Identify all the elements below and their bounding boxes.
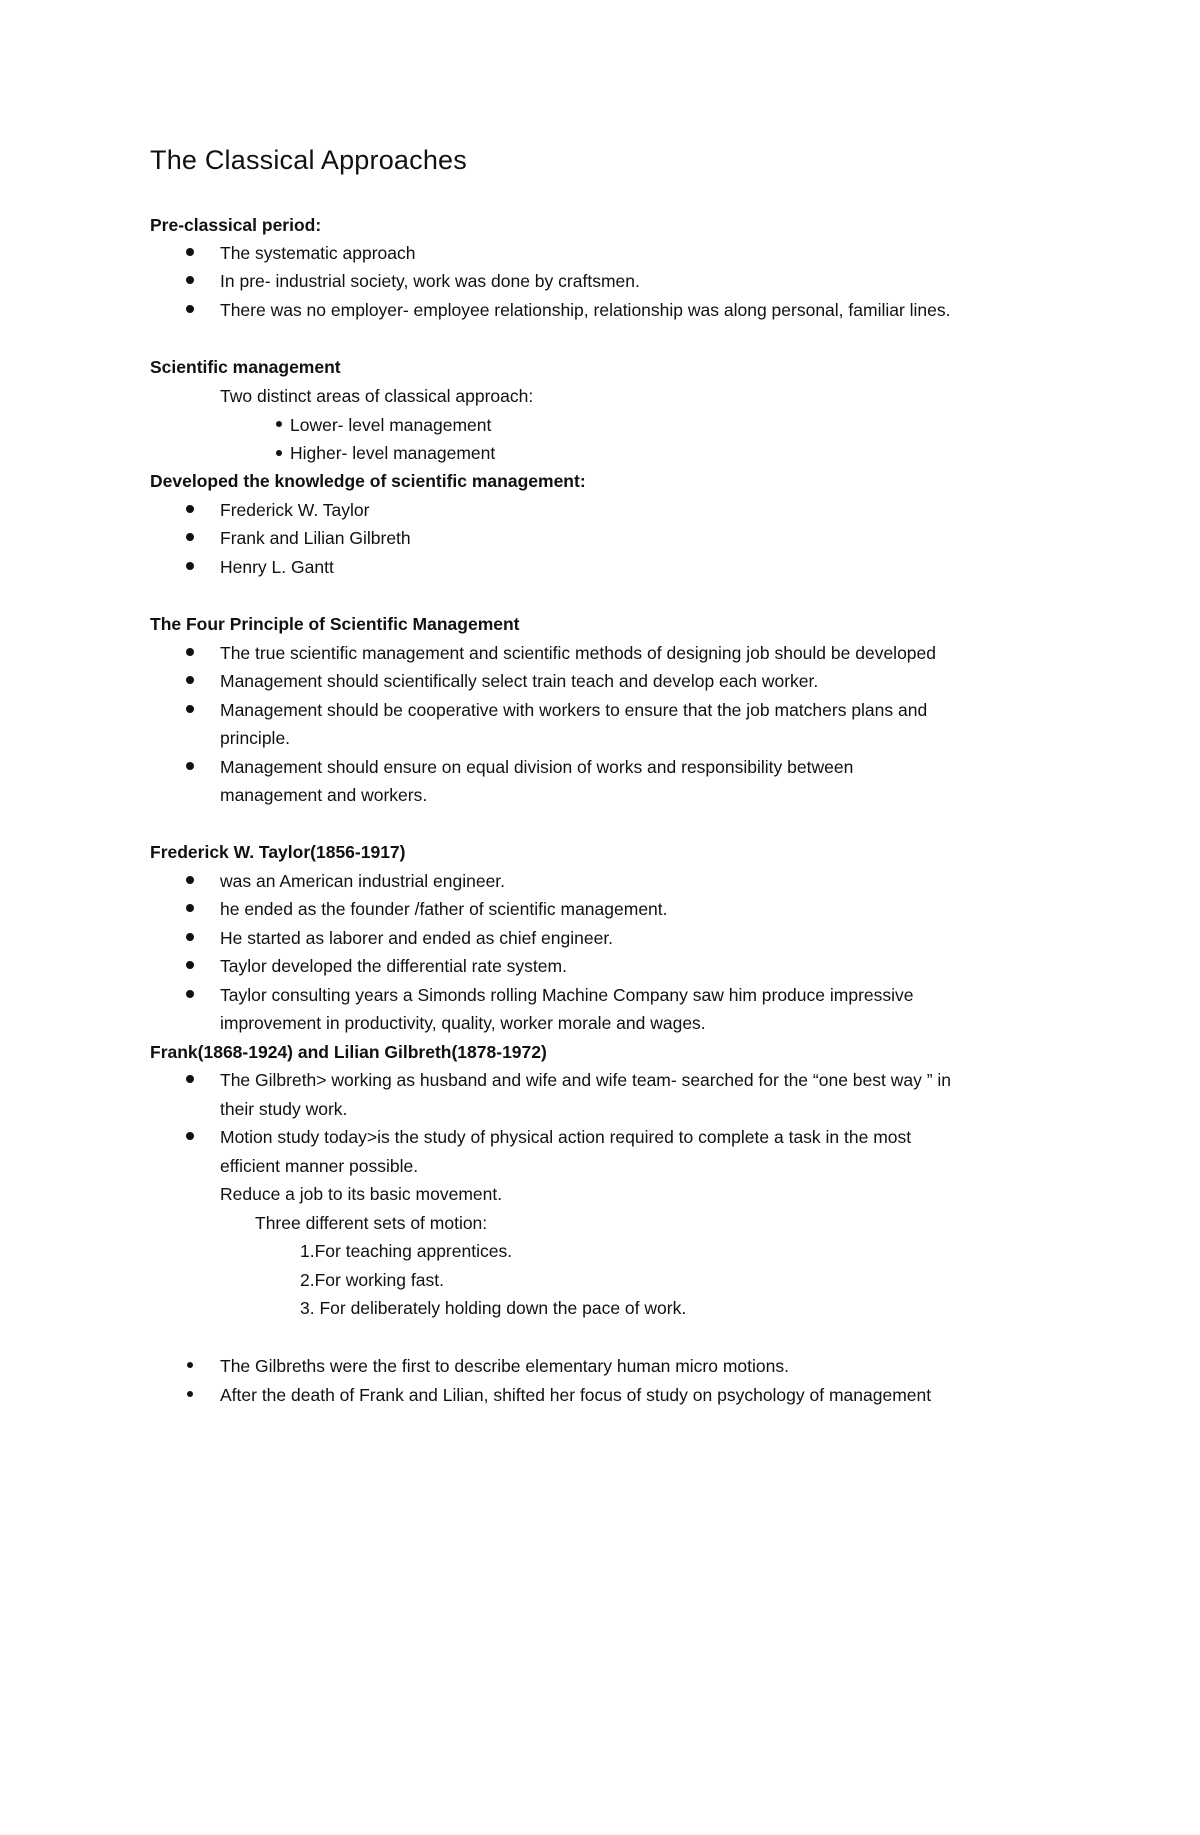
bullet-icon: [186, 961, 194, 969]
developed-knowledge-heading: Developed the knowledge of scientific management:: [150, 471, 586, 491]
bullet-icon: [187, 1362, 193, 1368]
gilbreth-item: Motion study today>is the study of physical action required to complete a task in the most: [220, 1127, 912, 1147]
gilbreth-final-item: The Gilbreths were the first to describe elementary human micro motions.: [220, 1356, 789, 1376]
pre-classical-heading: Pre-classical period:: [150, 215, 322, 235]
taylor-item-continued: improvement in productivity, quality, worker morale and wages.: [220, 1013, 706, 1033]
taylor-item: He started as laborer and ended as chief engineer.: [220, 928, 614, 948]
gilbreth-final-item: After the death of Frank and Lilian, shifted her focus of study on psychology of management: [220, 1385, 932, 1405]
bullet-icon: [276, 450, 282, 456]
bullet-icon: [186, 1132, 194, 1140]
management-area: Higher- level management: [290, 443, 496, 463]
contributor-item: Henry L. Gantt: [220, 557, 334, 577]
management-area: Lower- level management: [290, 415, 492, 435]
bullet-icon: [186, 533, 194, 541]
motion-item: 1.For teaching apprentices.: [300, 1241, 513, 1261]
bullet-icon: [186, 562, 194, 570]
principle-item: The true scientific management and scientific methods of designing job should be developed: [220, 643, 936, 663]
taylor-heading: Frederick W. Taylor(1856-1917): [150, 842, 406, 862]
gilbreth-item-continued: efficient manner possible.: [220, 1156, 419, 1176]
principle-item-continued: management and workers.: [220, 785, 428, 805]
pre-classical-bullet: In pre- industrial society, work was done by craftsmen.: [220, 271, 640, 291]
principle-item: Management should ensure on equal division of works and responsibility between: [220, 757, 854, 777]
bullet-icon: [186, 648, 194, 656]
principle-item: Management should scientifically select train teach and develop each worker.: [220, 671, 819, 691]
gilbreth-heading: Frank(1868-1924) and Lilian Gilbreth(1878-1972): [150, 1042, 547, 1062]
bullet-icon: [186, 505, 194, 513]
gilbreth-item: The Gilbreth> working as husband and wife and wife team- searched for the “one best way ” in: [220, 1070, 952, 1090]
principle-item: Management should be cooperative with workers to ensure that the job matchers plans and: [220, 700, 928, 720]
taylor-item: was an American industrial engineer.: [220, 871, 506, 891]
three-sets-line: Three different sets of motion:: [255, 1213, 488, 1233]
contributor-item: Frank and Lilian Gilbreth: [220, 528, 411, 548]
bullet-icon: [186, 1075, 194, 1083]
bullet-icon: [187, 1391, 193, 1397]
bullet-icon: [186, 762, 194, 770]
bullet-icon: [186, 705, 194, 713]
document-title: The Classical Approaches: [150, 145, 467, 175]
gilbreth-item-continued: their study work.: [220, 1099, 348, 1119]
bullet-icon: [186, 248, 194, 256]
scientific-management-intro: Two distinct areas of classical approach:: [220, 386, 534, 406]
bullet-icon: [186, 876, 194, 884]
pre-classical-bullet: The systematic approach: [220, 243, 416, 263]
bullet-icon: [186, 276, 194, 284]
pre-classical-bullet: There was no employer- employee relationship, relationship was along personal, familiar lines.: [220, 300, 951, 320]
motion-item: 2.For working fast.: [300, 1270, 444, 1290]
motion-item: 3. For deliberately holding down the pace of work.: [300, 1298, 687, 1318]
principle-item-continued: principle.: [220, 728, 291, 748]
bullet-icon: [186, 904, 194, 912]
taylor-item: Taylor consulting years a Simonds rolling Machine Company saw him produce impressive: [220, 985, 914, 1005]
scientific-management-heading: Scientific management: [150, 357, 341, 377]
reduce-job-line: Reduce a job to its basic movement.: [220, 1184, 503, 1204]
taylor-item: he ended as the founder /father of scientific management.: [220, 899, 668, 919]
bullet-icon: [186, 933, 194, 941]
taylor-item: Taylor developed the differential rate system.: [220, 956, 567, 976]
four-principle-heading: The Four Principle of Scientific Management: [150, 614, 520, 634]
contributor-item: Frederick W. Taylor: [220, 500, 370, 520]
bullet-icon: [186, 990, 194, 998]
bullet-icon: [186, 676, 194, 684]
bullet-icon: [186, 305, 194, 313]
bullet-icon: [276, 421, 282, 427]
